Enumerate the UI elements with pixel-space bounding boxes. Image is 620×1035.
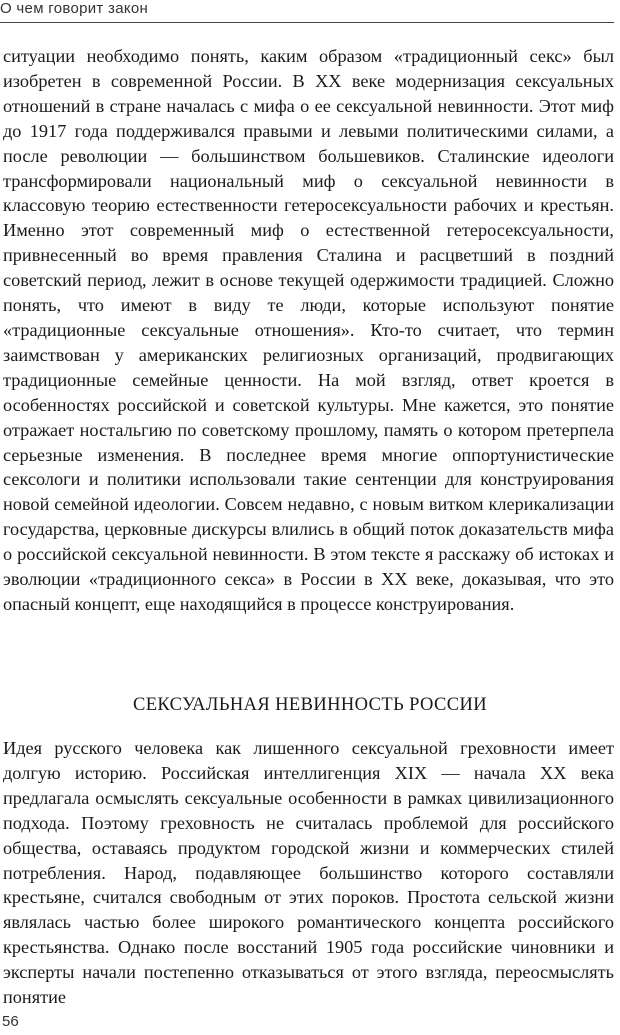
running-header bbox=[0, 0, 614, 23]
body-paragraph-2: Идея русского человека как лишенного сексуальной греховности имеет долгую историю. Российская интеллигенция XIX — начала XX века предлагала осмыслять сексуальные особенности в рамках цивилизационного подхода. Поэтому греховность не считалась проблемой для российского общества, оставаясь продуктом городской жизни и коммерческих стилей потребления. Народ, подавляющее большинство которого составляли крестьяне, считался свободным от этих пороков. Простота сельской жизни являлась частью более широкого романтического концепта российского крестьянства. Однако после восстаний 1905 года российские чиновники и эксперты начали постепенно отказываться от этого взгляда, переосмыслять понятие bbox=[3, 738, 614, 1008]
page-number: 56 bbox=[2, 1013, 19, 1030]
body-paragraph-1: ситуации необходимо понять, каким образом «традиционный секс» был изобретен в современной России. В XX веке модернизация сексуальных отношений в стране началась с мифа о ее сексуальной невинности. Этот миф до 1917 года поддерживался правыми и левыми политическими силами, а после революции — большинством большевиков. Сталинские идеологи трансформировали национальный миф о сексуальной невинности в классовую теорию естественности гетеросексуальности рабочих и крестьян. Именно этот современный миф о естественной гетеросексуальности, привнесенный во время правления Сталина и расцветший в поздний советский период, лежит в основе текущей одержимости традицией. Сложно понять, что имеют в виду те люди, которые используют понятие «традиционные сексуальные отношения». Кто-то считает, что термин заимствован у американских религиозных организаций, продвигающих традиционные семейные ценности. На мой взгляд, ответ кроется в особенностях российской и советской культуры. Мне кажется, это понятие отражает ностальгию по советскому прошлому, память о котором претерпела серьезные изменения. В последнее время многие оппортунистические сексологи и политики использовали такие сентенции для конструирования новой семейной идеологии. Совсем недавно, с новым витком клерикализации государства, церковные дискурсы влились в общий поток доказательств мифа о российской сексуальной невинности. В этом тексте я расскажу об истоках и эволюции «традиционного секса» в России в XX веке, доказывая, что это опасный концепт, еще находящийся в процессе конструирования. bbox=[3, 46, 614, 614]
running-title: О чем говорит закон bbox=[0, 0, 149, 17]
section-heading: СЕКСУАЛЬНАЯ НЕВИННОСТЬ РОССИИ bbox=[132, 695, 488, 715]
